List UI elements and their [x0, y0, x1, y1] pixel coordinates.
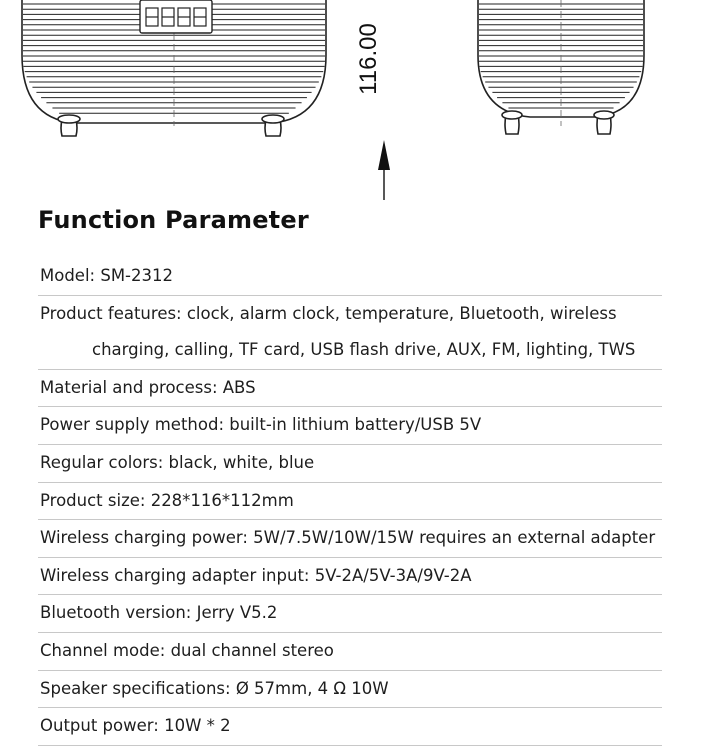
parameter-text: Regular colors: black, white, blue [40, 452, 315, 472]
parameter-text: Wireless charging power: 5W/7.5W/10W/15W requires an external adapter [40, 528, 656, 548]
dimension-label-box [344, 14, 394, 104]
parameter-continuation-text: charging, calling, TF card, USB flash drive, AUX, FM, lighting, TWS [92, 340, 636, 360]
side-left-foot-icon [502, 111, 522, 134]
parameter-row [38, 633, 662, 671]
parameter-row [38, 296, 662, 370]
parameter-row [38, 671, 662, 709]
parameter-row [38, 708, 662, 746]
parameter-text: Material and process: ABS [40, 377, 256, 397]
speaker-side-view [478, 0, 644, 134]
parameter-list [0, 258, 726, 746]
speaker-front-view [22, 0, 326, 136]
front-left-foot-icon [58, 115, 80, 136]
parameter-row [38, 595, 662, 633]
parameter-row [38, 407, 662, 445]
parameter-row [38, 445, 662, 483]
front-right-foot-icon [262, 115, 284, 136]
dimension-label: 116.00 [355, 23, 382, 95]
side-right-foot-icon [594, 111, 614, 134]
parameter-text: Bluetooth version: Jerry V5.2 [40, 603, 278, 623]
dimension-arrow [378, 140, 390, 200]
parameter-row [38, 483, 662, 521]
parameter-row [38, 520, 662, 558]
parameter-text: Channel mode: dual channel stereo [40, 640, 334, 660]
parameter-row [38, 370, 662, 408]
section-title: Function Parameter [38, 206, 309, 234]
parameter-text: Model: SM-2312 [40, 266, 173, 285]
parameter-text: Wireless charging adapter input: 5V-2A/5V-3A/9V-2A [40, 565, 472, 585]
parameter-text: Product size: 228*116*112mm [40, 490, 294, 510]
parameter-text: Power supply method: built-in lithium battery/USB 5V [40, 415, 482, 435]
parameter-text: Output power: 10W * 2 [40, 716, 231, 736]
parameter-row [38, 558, 662, 596]
parameter-row [38, 258, 662, 296]
parameter-text: Product features: clock, alarm clock, temperature, Bluetooth, wireless [40, 303, 617, 323]
parameter-text: Speaker specifications: Ø 57mm, 4 Ω 10W [40, 678, 389, 698]
